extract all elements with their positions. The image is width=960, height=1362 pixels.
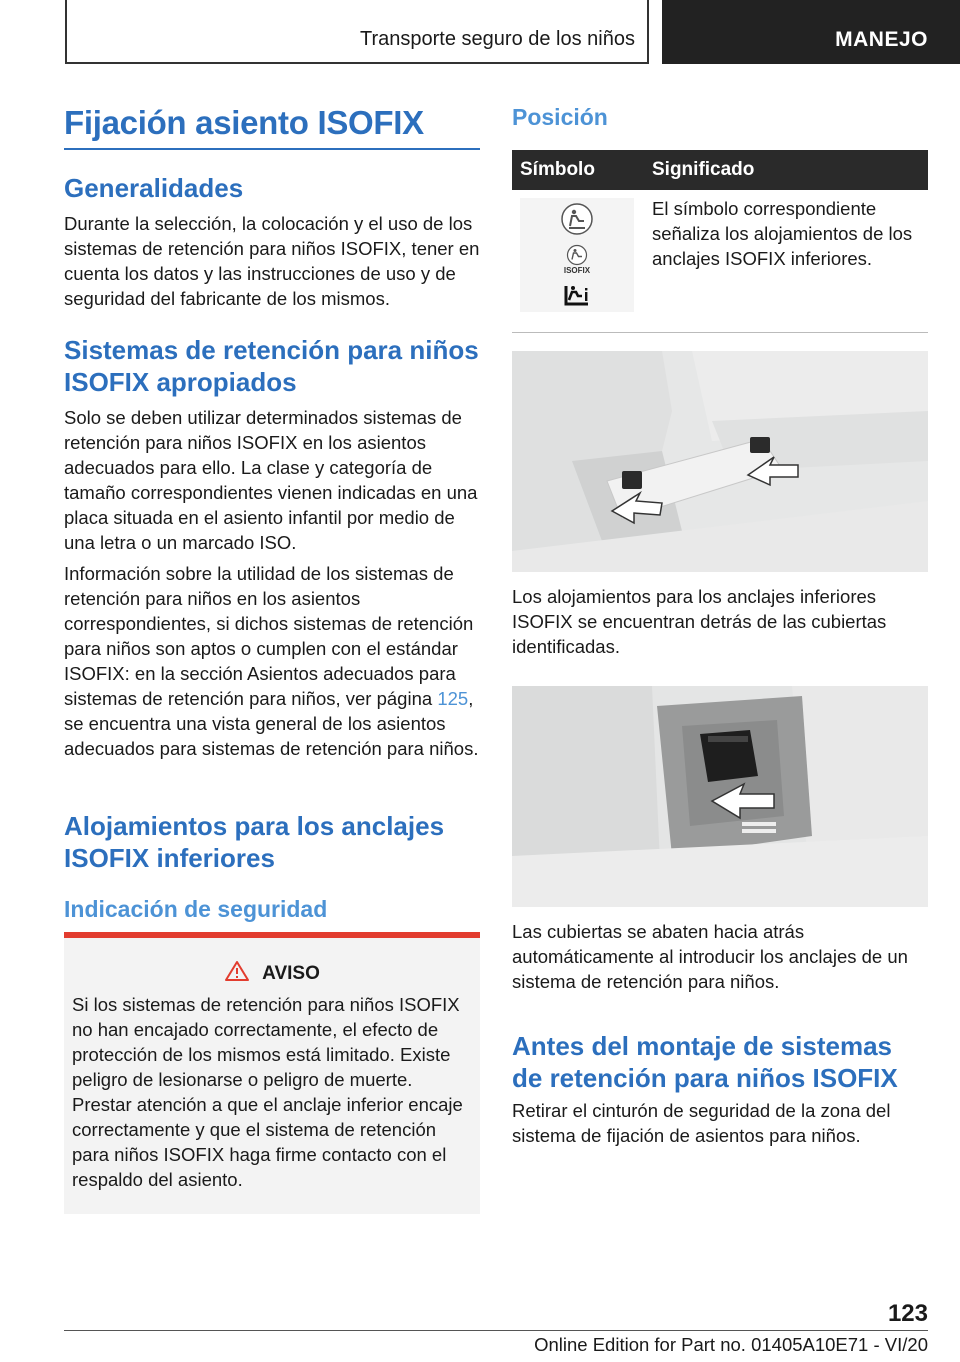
header-section-box <box>662 0 960 64</box>
text-sistemas-p1: Solo se deben utilizar determinados sistemas de retención para niños ISOFIX en los asientos adecuados para ello. La clase y categoría de tamaño correspondientes vienen indicadas en una placa situada en el asiento infantil por medio de una letra o un marcado ISO. <box>64 407 478 553</box>
warning-header <box>64 960 480 985</box>
page-title: Fijación asiento ISOFIX <box>64 104 424 141</box>
table-row <box>512 190 928 333</box>
text-sistemas-p2-b: , se encuentra una vista general de los asientos adecuados para sistemas de retención para niños. <box>64 688 479 759</box>
warning-label: AVISO <box>262 963 320 984</box>
caption-photo-2: Las cubiertas se abaten hacia atrás automáticamente al introducir los anclajes de un sistema de retención para niños. <box>512 921 908 992</box>
header-chapter-title: Transporte seguro de los niños <box>360 28 635 50</box>
col-simbolo: Símbolo <box>512 150 644 190</box>
text-sistemas-p2-a: Información sobre la utilidad de los sistemas de retención para niños en los asientos correspondientes, si dichos sistemas de retención para niños son aptos o cumplen con el estándar ISOFIX: en la sección Asientos adecuados para sistemas de retención para niños, ver página <box>64 563 474 709</box>
warning-text: Si los sistemas de retención para niños ISOFIX no han encajado correctamente, el efecto de protección de los mismos está limitado. Existe peligro de lesionarse o peligro de muerte. Prestar atención a que el anclaje inferior encaje correctamente y que el sistema de retención para niños ISOFIX haga firme contacto con el respaldo del asiento. <box>72 994 463 1190</box>
isofix-symbol-panel <box>520 198 634 312</box>
header-section-title: MANEJO <box>835 28 928 51</box>
text-generalidades: Durante la selección, la colocación y el uso de los sistemas de retención para niños ISOFIX, tener en cuenta los datos y las instrucciones de uso y de seguridad del fabricante de los mismos. <box>64 213 480 309</box>
caption-photo-1: Los alojamientos para los anclajes inferiores ISOFIX se encuentran detrás de las cubiertas identificadas. <box>512 586 887 657</box>
isofix-info-icon <box>562 282 592 308</box>
symbol-table-header <box>512 150 928 190</box>
isofix-text-label: ISOFIX <box>563 266 591 275</box>
subheading-indicacion-seguridad: Indicación de seguridad <box>64 896 328 922</box>
meaning-text: El símbolo correspondiente señaliza los alojamientos de los anclajes ISOFIX inferiores. <box>652 198 913 269</box>
heading-posicion: Posición <box>512 104 608 130</box>
isofix-cover-photo <box>512 686 928 907</box>
child-seat-icon <box>560 202 594 236</box>
warning-triangle-icon <box>224 960 250 982</box>
rear-seat-illustration <box>512 351 928 572</box>
edition-line: Online Edition for Part no. 01405A10E71 - VI/20 <box>534 1334 928 1355</box>
meaning-cell <box>644 190 928 333</box>
text-antes-montaje: Retirar el cinturón de seguridad de la zona del sistema de fijación de asientos para niños. <box>512 1100 891 1146</box>
heading-antes-montaje: Antes del montaje de sistemas de retención para niños ISOFIX <box>512 1031 898 1093</box>
title-rule <box>64 148 480 150</box>
symbol-table <box>512 150 928 333</box>
heading-generalidades: Generalidades <box>64 173 244 203</box>
symbol-cell <box>512 190 644 333</box>
page-number: 123 <box>887 1300 928 1327</box>
text-sistemas-p2 <box>64 561 480 761</box>
warning-bar <box>64 932 480 938</box>
heading-alojamientos: Alojamientos para los anclajes ISOFIX inferiores <box>64 811 445 873</box>
header-chapter-box <box>65 0 649 64</box>
heading-sistemas-apropiados: Sistemas de retención para niños ISOFIX apropiados <box>64 335 479 397</box>
footer-rule <box>64 1330 928 1331</box>
col-significado: Significado <box>644 150 928 190</box>
page-link-125[interactable]: 125 <box>437 688 469 709</box>
warning-notice <box>64 932 480 1214</box>
rear-seat-isofix-photo <box>512 351 928 572</box>
isofix-cover-illustration <box>512 686 928 907</box>
child-seat-small-icon <box>566 244 588 266</box>
